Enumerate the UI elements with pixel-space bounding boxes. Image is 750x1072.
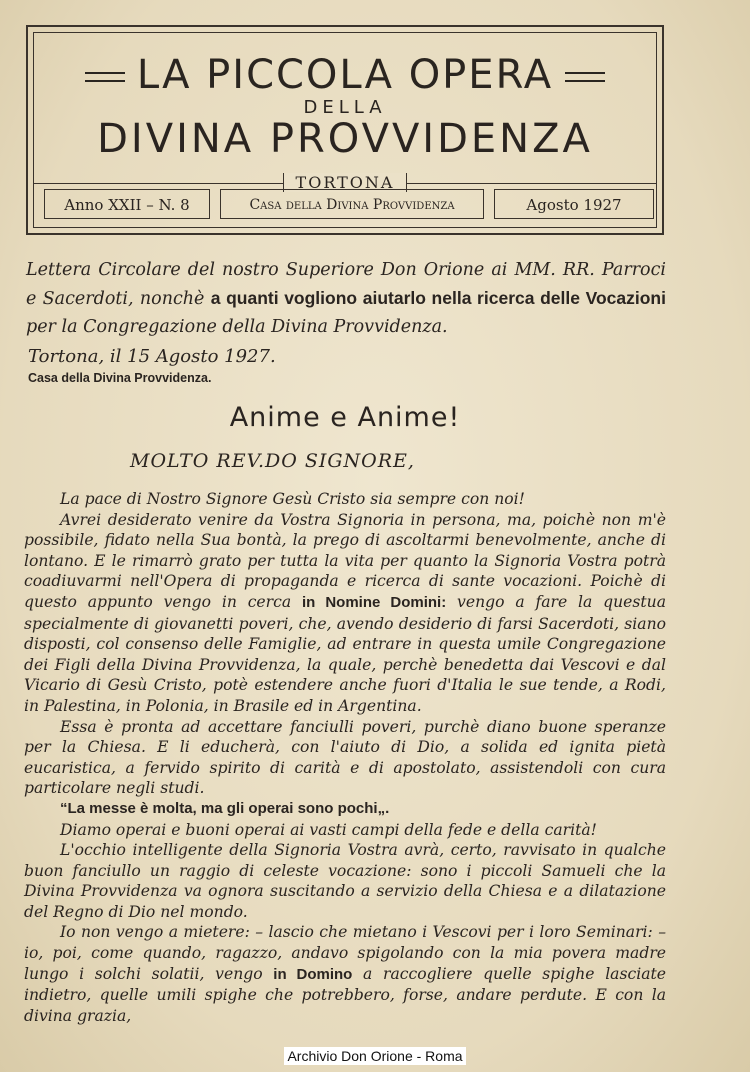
paragraph-7: Io non vengo a mietere: – lascio che mietano i Vescovi per i loro Seminari: – io, poi, come quando, ragazzo, andavo spigolando con la mia povera madre lungo i solchi solatii, vengo in Domino a raccogliere quelle spighe lasciate indietro, quelle umili spighe che potrebbero, forse, andare perdute. E con la divina grazia, [24,923,666,1025]
masthead-city: TORTONA [34,175,656,191]
publisher-house: Casa della Divina Provvidenza [220,189,484,219]
issue-date: Agosto 1927 [494,189,654,219]
paragraph-1: La pace di Nostro Signore Gesù Cristo sia sempre con noi! [60,490,525,508]
masthead-title-line2: DELLA [303,97,387,118]
paragraph-6: L'occhio intelligente della Signoria Vostra avrà, certo, ravvisato in qualche buon fanciullo un raggio di celeste vocazione: sono i piccoli Samueli che la Divina Provvidenza va ognora suscitando a servizio della Chiesa e a dilatazione del Regno di Dio nel mondo. [24,841,666,921]
ornament-dash-left [85,72,125,82]
place-date: Tortona, il 15 Agosto 1927. [28,346,276,367]
archive-footer: Archivio Don Orione - Roma [0,1048,750,1064]
place-subtitle: Casa della Divina Provvidenza. [28,371,212,385]
paragraph-2: Avrei desiderato venire da Vostra Signoria in persona, ma, poichè non m'è possibile, fidato nella Sua bontà, la prego di ascoltarmi benevolmente, anche di lontano. E le rimarrò grato per tutta la vita per quanto la Signoria Vostra potrà coadiuvarmi nell'Opera di propaganda e ricerca di sante vocazioni. Poichè di questo appunto vengo in cerca in Nomine Domini: vengo a fare la questua specialmente di giovanetti poveri, che, avendo desiderio di farsi Sacerdoti, siano disposti, col consenso delle Famiglie, ad entrare in questa umile Congregazione dei Figli della Divina Provvidenza, la quale, perchè benedetta dai Vescovi e dal Vicario di Gesù Cristo, potè estendere anche fuori d'Italia le sue tende, a Rodi, in Palestina, in Polonia, in Brasile ed in Argentina. [24,510,667,715]
paragraph-4: “La messe è molta, ma gli operai sono pochi„. [60,799,390,817]
paragraph-5: Diamo operai e buoni operai ai vasti campi della fede e della carità! [60,820,597,839]
salutation: MOLTO REV.DO SIGNORE, [130,450,415,472]
masthead-frame [33,32,657,228]
article-headline: Anime e Anime! [229,402,461,433]
letter-body [24,489,666,1026]
ornament-dash-right [565,72,605,82]
issue-number: Anno XXII – N. 8 [44,189,210,219]
masthead [26,25,664,235]
paragraph-3: Essa è pronta ad accettare fanciulli poveri, purchè diano buone speranze per la Chiesa. E li educherà, con l'aiuto di Dio, a solida ed ignita pietà eucaristica, a fervido spirito di carità e di apostolato, assistendoli con cura particolare negli studi. [24,717,666,798]
masthead-title-line3: DIVINA PROVVIDENZA [97,116,593,162]
intro-paragraph: Lettera Circolare del nostro Superiore Don Orione ai MM. RR. Parroci e Sacerdoti, nonchè a quanti vogliono aiutarlo nella ricerca delle Vocazioni per la Congregazione della Divina Provvidenza. [26,260,666,337]
masthead-title-line1: LA PICCOLA OPERA [34,55,656,95]
